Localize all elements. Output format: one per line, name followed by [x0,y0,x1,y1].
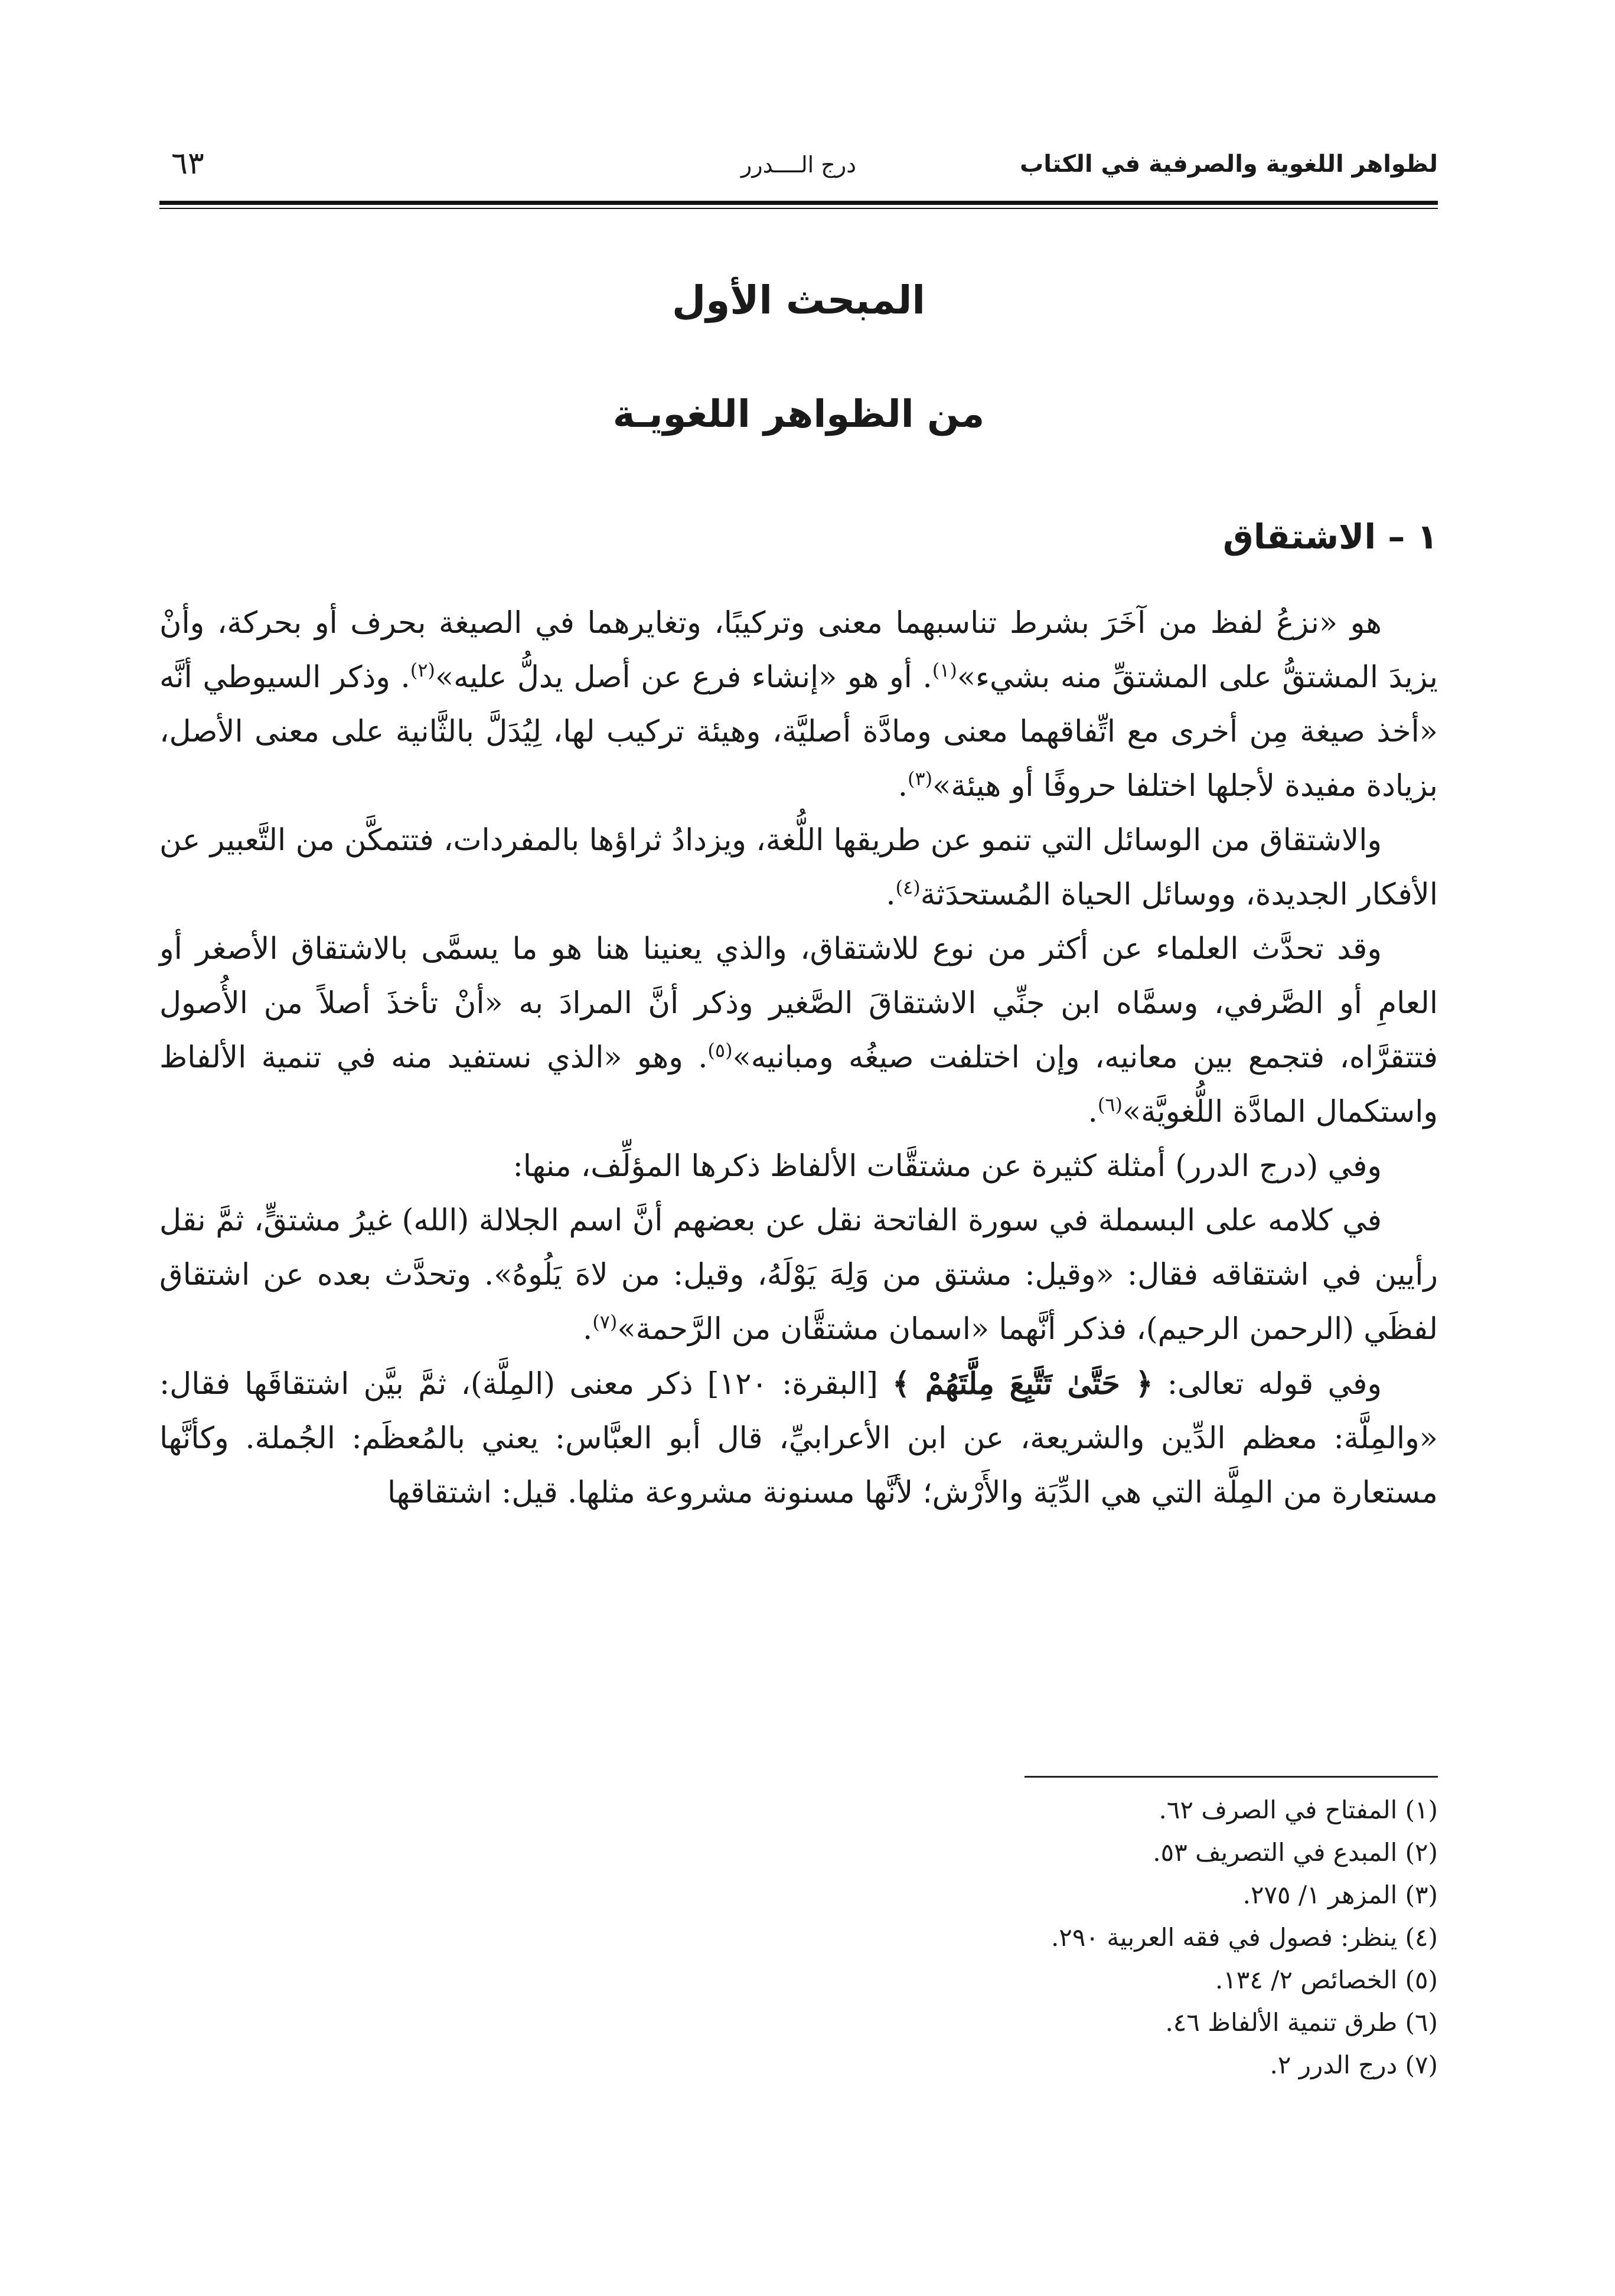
quran-verse: ﴿ حَتَّىٰ تَتَّبِعَ مِلَّتَهُمْ ﴾ [892,1366,1153,1402]
paragraph-text: . أو هو «إنشاء فرع عن أصل يدلُّ عليه» [435,660,932,695]
paragraph [159,596,1438,814]
footnote-item: (٦) طرق تنمية الألفاظ ٤٦. [1165,2008,1438,2037]
book-title: لظواهر اللغوية والصرفية في الكتاب [1020,151,1438,178]
footnote-item: (٢) المبدع في التصريف ٥٣. [1153,1838,1438,1867]
paragraph-text: . وهو «الذي نستفيد منه في تنمية الألفاظ واستكمال المادَّة اللُّغويَّة» [159,1040,1438,1129]
footnote-item: (٣) المزهر ١/ ٢٧٥. [1242,1880,1438,1909]
paragraph-text: وقد تحدَّث العلماء عن أكثر من نوع للاشتقاق، والذي يعنينا هنا هو ما يسمَّى بالاشتقاق الأصغر أو العامِ أو الصَّرفي، وسمَّاه ابن جنِّي الاشتقاقَ الصَّغير وذكر أنَّ المرادَ به «أنْ تأخذَ أصلاً من الأُصول فتتقرَّاه، فتجمع بين معانيه، وإن اختلفت صيغُه ومبانيه» [159,932,1438,1075]
paragraph [159,1139,1438,1194]
footnote-marker: (٢) [410,659,435,681]
footnote-marker: (٣) [908,767,933,790]
paragraph-text: في كلامه على البسملة في سورة الفاتحة نقل عن بعضهم أنَّ اسم الجلالة (الله) غيرُ مشتقٍّ، ثمَّ نقل رأيين في اشتقاقه فقال: «وقيل: مشتق من وَلِهَ يَوْلَهُ، وقيل: من لاهَ يَلُوهُ». وتحدَّث بعده عن اشتقاق لفظَي (الرحمن الرحيم)، فذكر أنَّهما «اسمان مشتقَّان من الرَّحمة» [159,1203,1438,1347]
paragraph [159,1357,1438,1520]
paragraph-text: [البقرة: ١٢٠] ذكر معنى (المِلَّة)، ثمَّ بيَّن اشتقاقَها فقال: «والمِلَّة: معظم الدِّين والشريعة، عن ابن الأعرابيِّ، قال أبو العبَّاس: يعني بالمُعظَم: الجُملة. وكأنَّها مستعارة من المِلَّة التي هي الدِّيَة والأَرْش؛ لأنَّها مسنونة مشروعة مثلها. قيل: اشتقاقها [159,1367,1438,1510]
section-heading: ١ – الاشتقاق [1223,517,1438,557]
header-rule-thin [159,208,1438,209]
footnote-marker: (٦) [1097,1093,1123,1116]
running-header [159,146,1438,192]
paragraph-text: والاشتقاق من الوسائل التي تنمو عن طريقها اللُّغة، ويزدادُ ثراؤها بالمفردات، فتتمكَّن من التَّعبير عن الأفكار الجديدة، ووسائل الحياة المُستحدَثة [159,823,1438,912]
paragraph-text: . [1088,1095,1098,1129]
paragraph-text: وفي قوله تعالى: [1153,1367,1382,1402]
paragraph-text: . [898,769,908,804]
paragraph [159,1194,1438,1357]
header-rule-thick [159,201,1438,205]
footnote-marker: (١) [932,659,957,681]
paragraph-text: وفي (درج الدرر) أمثلة كثيرة عن مشتقَّات الألفاظ ذكرها المؤلِّف، منها: [513,1149,1382,1184]
paragraph-text: هو «نزعُ لفظ من آخَرَ بشرط تناسبهما معنى وتركيبًا، وتغايرهما في الصيغة بحرف أو بحركة، وأنْ يزيدَ المشتقُّ على المشتقِّ منه بشيء» [159,606,1438,695]
footnote-item: (١) المفتاح في الصرف ٦٢. [1159,1795,1438,1824]
footnote-item: (٤) ينظر: فصول في فقه العربية ٢٩٠. [1050,1923,1438,1952]
paragraph-text: . [886,877,896,912]
paragraph-text: . [583,1312,593,1347]
footnotes [847,1789,1438,2086]
running-title: درج الــــدرر [740,152,857,178]
paragraph [159,922,1438,1139]
page-number: ٦٣ [171,146,204,181]
chapter-subtitle: من الظواهر اللغويـة [612,393,985,436]
footnote-marker: (٥) [707,1039,733,1062]
footnote-separator [1025,1776,1438,1778]
footnote-marker: (٤) [895,876,921,899]
body-text [159,596,1438,1520]
footnote-marker: (٧) [592,1311,618,1333]
paragraph [159,814,1438,922]
paragraph-text: . وذكر السيوطي أنَّه «أخذ صيغة مِن أخرى مع اتِّفاقهما معنى ومادَّة أصليَّة، وهيئة تركيب لها، لِيُدَلَّ بالثَّانية على معنى الأصل، بزيادة مفيدة لأجلها اختلفا حروفًا أو هيئة» [159,660,1438,804]
footnote-item: (٥) الخصائص ٢/ ١٣٤. [1215,1965,1438,1994]
chapter-title: المبحث الأول [671,277,926,323]
footnote-item: (٧) درج الدرر ٢. [1270,2050,1438,2079]
